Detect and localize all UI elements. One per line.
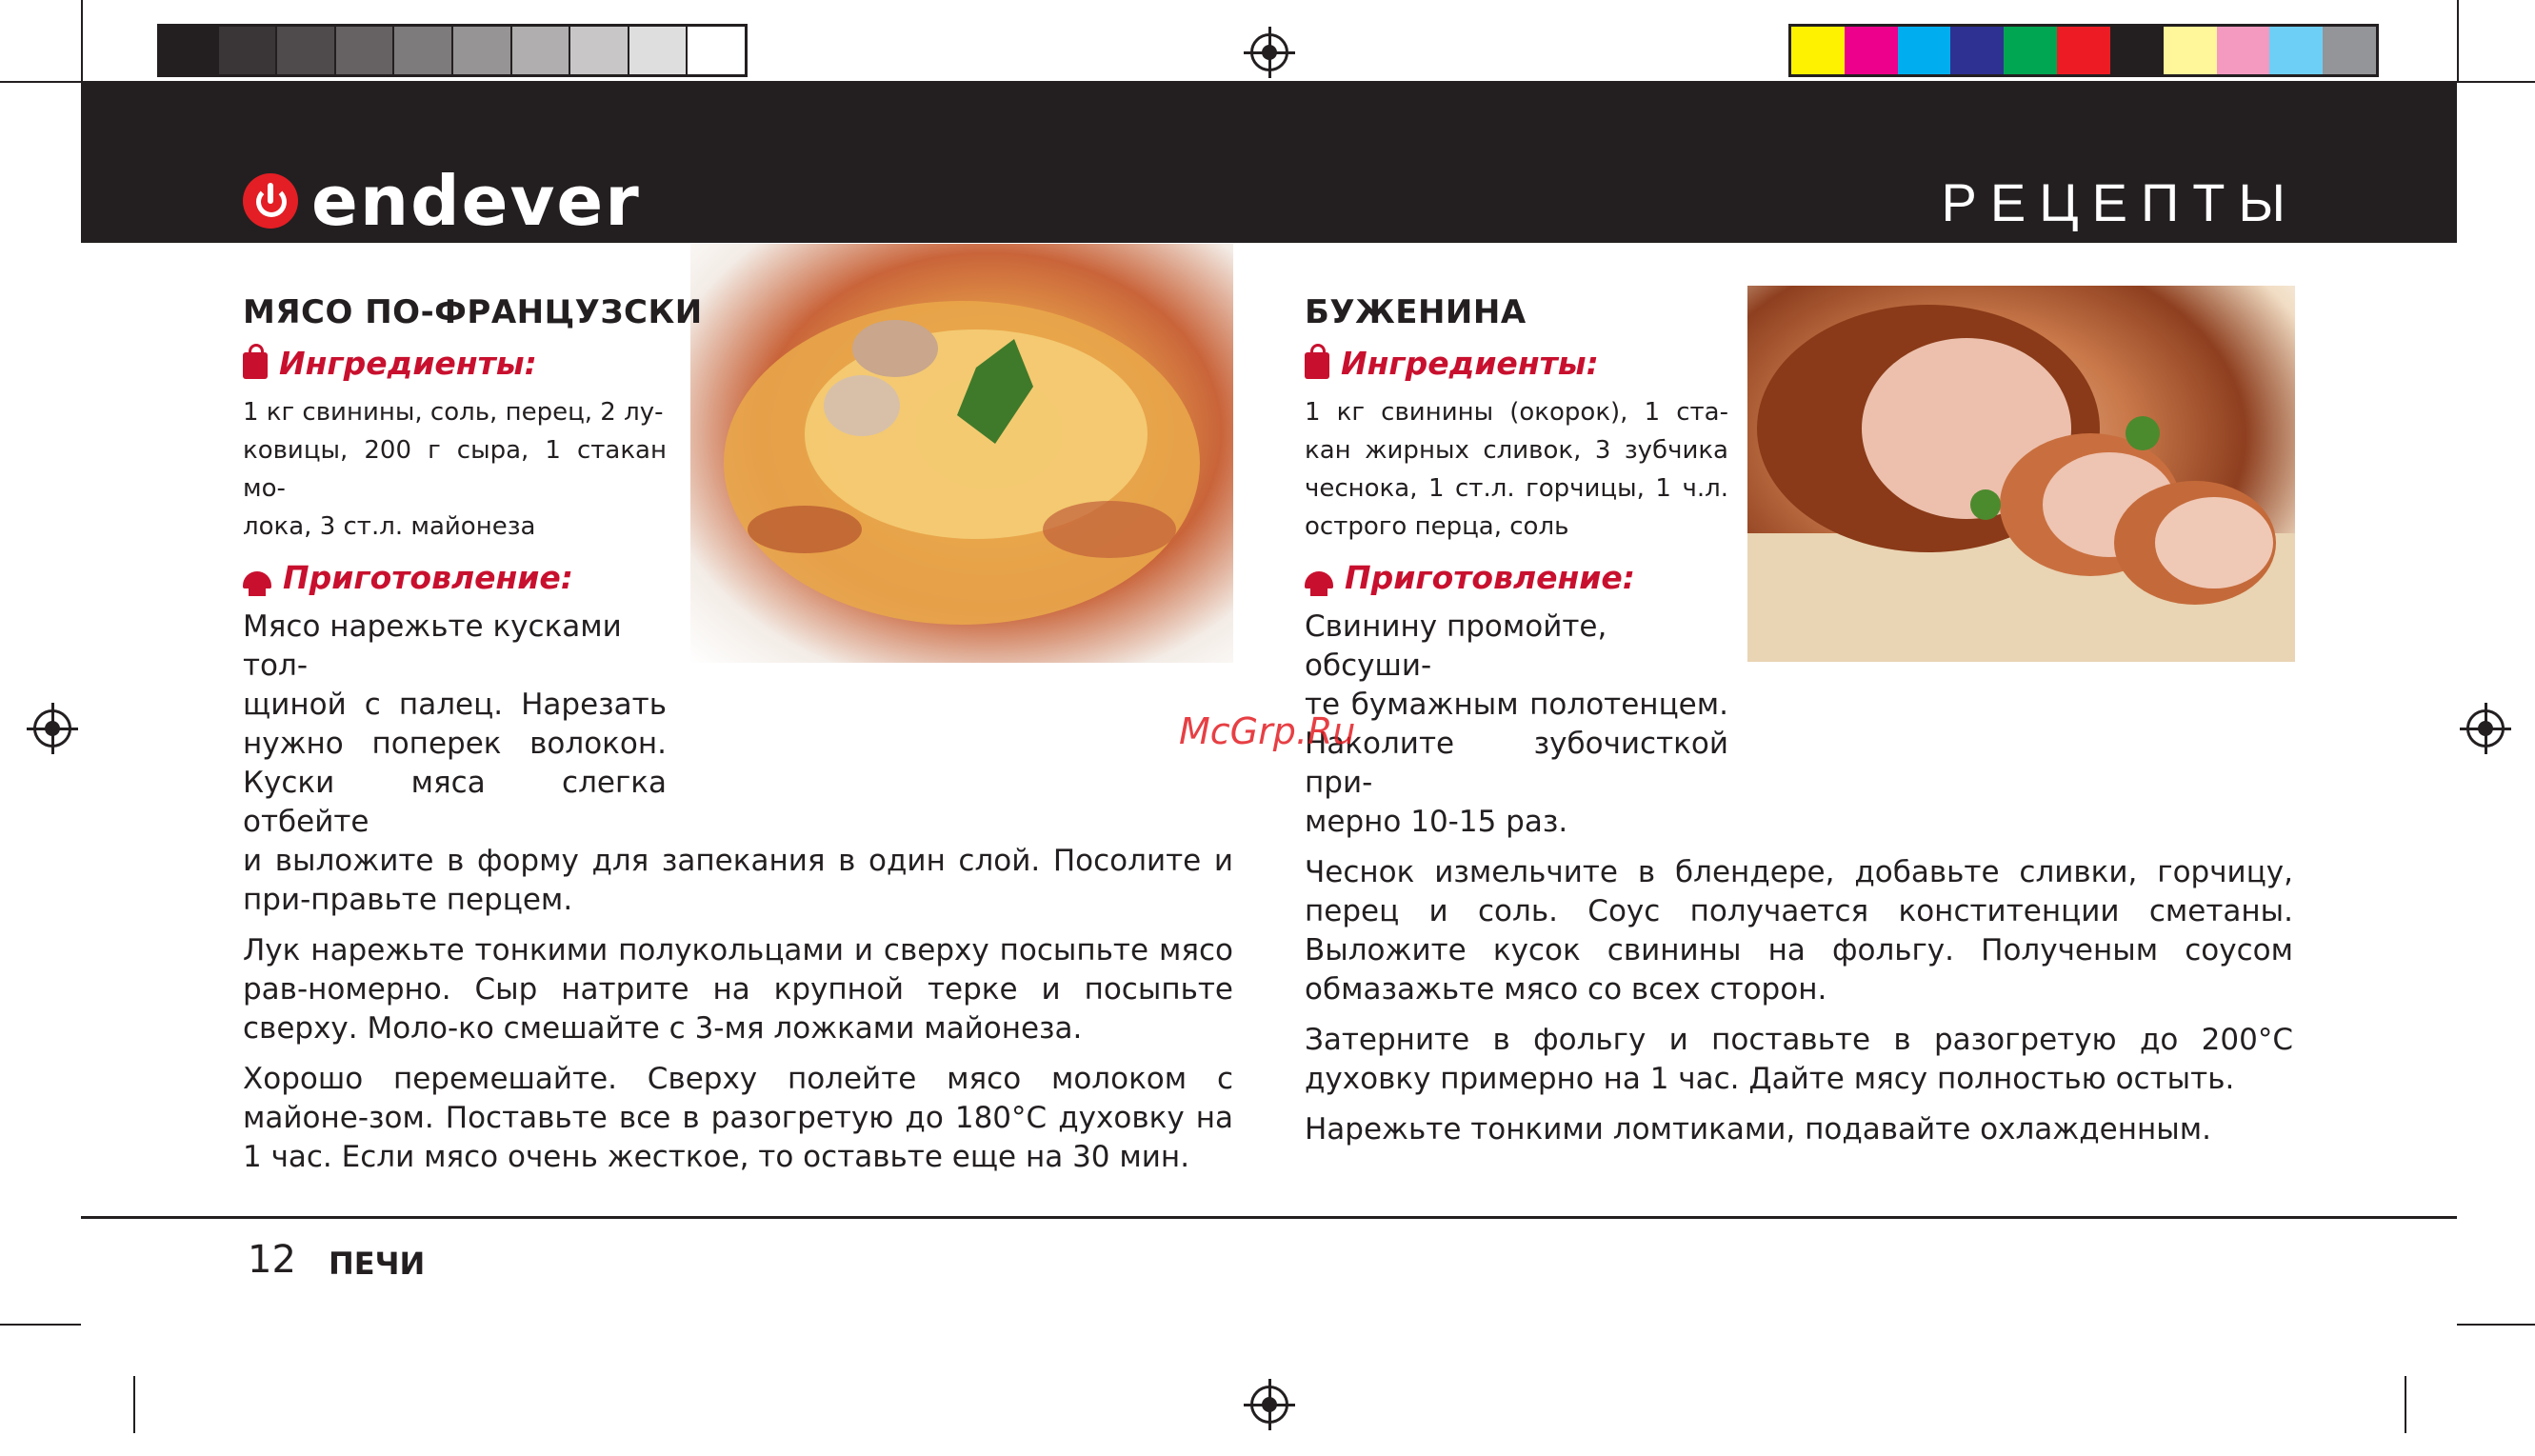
crop-mark	[2457, 0, 2459, 81]
crop-mark	[2457, 81, 2535, 83]
color-swatch	[1845, 27, 1898, 74]
color-swatch	[2110, 27, 2164, 74]
gray-swatch	[160, 27, 219, 74]
color-swatch	[1791, 27, 1845, 74]
registration-mark-icon	[1250, 1386, 1288, 1424]
ingredients-line: ковицы, 200 г сыра, 1 стакан мо-	[243, 436, 667, 503]
section-title: РЕЦЕПТЫ	[1941, 172, 2299, 232]
ingredients-line: лока, 3 ст.л. майонеза	[243, 512, 536, 541]
preparation-step-4: Нарежьте тонкими ломтиками, подавайте охлажденным.	[1305, 1112, 2211, 1147]
page-number: 12	[248, 1238, 296, 1282]
recipe-buzhenina	[1305, 286, 2293, 1161]
watermark: McGrp.Ru	[1179, 710, 1356, 752]
preparation-line: те бумажным полотенцем.	[1305, 688, 1728, 722]
ingredients-label: Ингредиенты:	[1341, 345, 1599, 382]
preparation-heading	[1305, 559, 2293, 596]
ingredients-line: кан жирных сливок, 3 зубчика	[1305, 436, 1728, 465]
preparation-line: мерно 10-15 раз.	[1305, 805, 1568, 839]
preparation-step-2: Лук нарежьте тонкими полукольцами и сверху посыпьте мясо рав-номерно. Сыр натрите на крупной терке и посыпьте сверху. Моло-ко смешайте с 3-мя ложками майонеза.	[243, 933, 1233, 1046]
preparation-line: Куски мяса слегка отбейте	[243, 766, 667, 839]
preparation-step-2: Чеснок измельчите в блендере, добавьте сливки, горчицу, перец и соль. Соус получается конститенции сметаны. Выложите кусок свинины на фольгу. Полученым соусом обмазажьте мясо со всех сторон.	[1305, 855, 2293, 1007]
ingredients-text	[243, 393, 667, 546]
recipe-meat-french	[243, 286, 1233, 1188]
ingredients-label: Ингредиенты:	[279, 345, 537, 382]
footer-divider	[81, 1216, 2457, 1219]
gray-swatch	[512, 27, 571, 74]
color-swatch	[2057, 27, 2110, 74]
preparation-label: Приготовление:	[283, 559, 574, 596]
preparation-step-3: Хорошо перемешайте. Сверху полейте мясо молоком с майоне-зом. Поставьте все в разогретую до 180°С духовку на 1 час. Если мясо очень жесткое, то оставьте еще на 30 мин.	[243, 1062, 1233, 1174]
gray-swatch	[277, 27, 336, 74]
registration-mark-icon	[2466, 709, 2505, 748]
chef-hat-icon	[1305, 571, 1333, 588]
preparation-line: Наколите зубочисткой при-	[1305, 727, 1728, 800]
gray-swatch	[688, 27, 745, 74]
shopping-bag-icon	[1305, 352, 1329, 379]
color-swatch	[2164, 27, 2217, 74]
brand-name: endever	[311, 161, 641, 241]
gray-swatch	[219, 27, 278, 74]
color-calibration-bar	[1788, 24, 2379, 77]
color-swatch	[2217, 27, 2270, 74]
gray-swatch	[453, 27, 512, 74]
crop-mark	[0, 81, 81, 83]
gray-calibration-bar	[157, 24, 748, 77]
registration-mark-icon	[33, 709, 71, 748]
preparation-line: щиной с палец. Нарезать	[243, 688, 667, 722]
preparation-step-3: Затерните в фольгу и поставьте в разогретую до 200°С духовку примерно на 1 час. Дайте мясу полностью остыть.	[1305, 1023, 2293, 1096]
gray-swatch	[394, 27, 453, 74]
crop-mark	[2405, 1376, 2406, 1433]
crop-mark	[81, 0, 83, 81]
ingredients-heading	[243, 345, 1233, 382]
gray-swatch	[570, 27, 629, 74]
footer-section: ПЕЧИ	[329, 1246, 426, 1282]
preparation-intro	[243, 608, 667, 842]
ingredients-line: острого перца, соль	[1305, 512, 1569, 541]
recipe-title: МЯСО ПО-ФРАНЦУЗСКИ	[243, 293, 703, 331]
ingredients-line: чеснока, 1 ст.л. горчицы, 1 ч.л.	[1305, 474, 1728, 503]
preparation-line: Мясо нарежьте кусками тол-	[243, 609, 622, 683]
ingredients-heading	[1305, 345, 2293, 382]
gray-swatch	[629, 27, 689, 74]
color-swatch	[2269, 27, 2323, 74]
chef-hat-icon	[243, 571, 271, 588]
color-swatch	[2004, 27, 2057, 74]
gray-swatch	[336, 27, 395, 74]
color-swatch	[2323, 27, 2376, 74]
color-swatch	[1950, 27, 2004, 74]
power-icon	[243, 173, 298, 229]
preparation-heading	[243, 559, 1233, 596]
color-swatch	[1898, 27, 1951, 74]
preparation-label: Приготовление:	[1345, 559, 1636, 596]
preparation-line: нужно поперек волокон.	[243, 727, 667, 761]
preparation-step-1: и выложите в форму для запекания в один слой. Посолите и при-правьте перцем.	[243, 844, 1233, 917]
brand-logo	[243, 161, 641, 241]
ingredients-line: 1 кг свинины, соль, перец, 2 лу-	[243, 398, 664, 427]
crop-mark	[133, 1376, 135, 1433]
preparation-intro	[1305, 608, 1728, 842]
crop-mark	[2457, 1324, 2535, 1326]
registration-mark-icon	[1250, 33, 1288, 71]
preparation-line: Свинину промойте, обсуши-	[1305, 609, 1607, 683]
recipe-title: БУЖЕНИНА	[1305, 293, 1527, 331]
ingredients-text	[1305, 393, 1728, 546]
ingredients-line: 1 кг свинины (окорок), 1 ста-	[1305, 398, 1728, 427]
shopping-bag-icon	[243, 352, 268, 379]
crop-mark	[0, 1324, 81, 1326]
